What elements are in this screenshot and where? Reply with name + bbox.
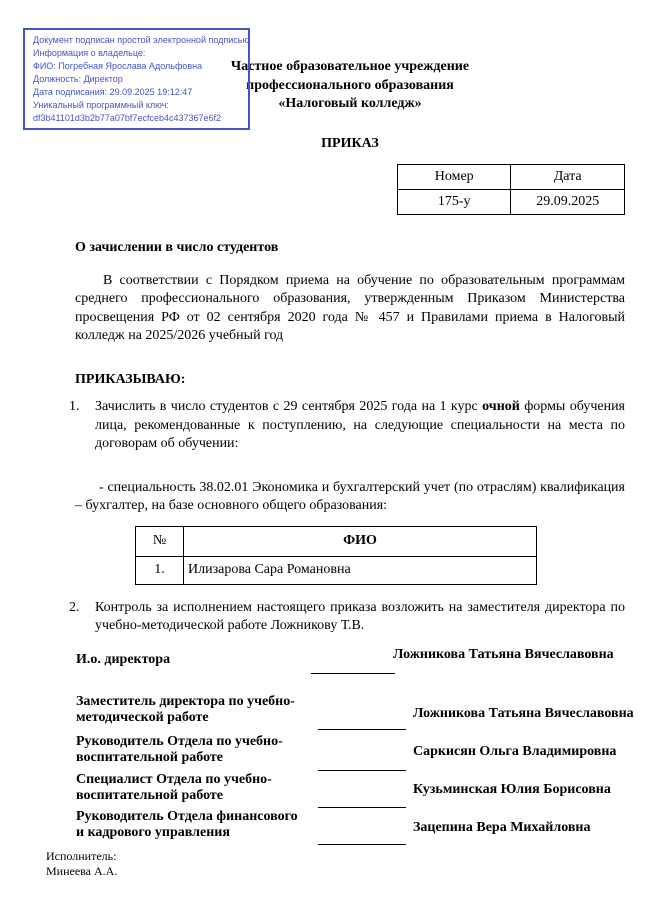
doc-type-title: ПРИКАЗ bbox=[321, 135, 379, 151]
item-1-number: 1. bbox=[69, 399, 80, 414]
signature-title-line2: и кадрового управления bbox=[76, 824, 230, 840]
signature-name: Ложникова Татьяна Вячеславовна bbox=[413, 705, 634, 721]
signature-title-line1: Специалист Отдела по учебно- bbox=[76, 771, 272, 787]
signature-title bbox=[76, 652, 338, 668]
item-1-text-after: формы обучения лица, рекомендованные к поступлению, на следующие специальности на места по договорам об обучении: bbox=[95, 399, 626, 451]
signature-title-line2: методической работе bbox=[76, 709, 209, 725]
signature-name: Саркисян Ольга Владимировна bbox=[413, 743, 617, 759]
stamp-position: Должность: Директор bbox=[33, 74, 123, 84]
signature-line bbox=[318, 770, 406, 771]
order-number-date-table bbox=[397, 164, 625, 215]
signature-title-line2: воспитательной работе bbox=[76, 787, 223, 803]
signature-title bbox=[76, 734, 338, 766]
resolution-heading: ПРИКАЗЫВАЮ: bbox=[75, 371, 186, 387]
executor-label: Исполнитель: bbox=[46, 848, 117, 863]
order-subject: О зачислении в число студентов bbox=[75, 240, 279, 255]
signature-title-line1: Руководитель Отдела финансового bbox=[76, 808, 298, 824]
order-number-label: Номер bbox=[398, 165, 511, 190]
signature-line bbox=[311, 673, 395, 674]
signature-line bbox=[318, 729, 406, 730]
students-header-number: № bbox=[136, 526, 184, 556]
signature-title-line1: И.о. директора bbox=[76, 651, 171, 667]
e-signature-stamp bbox=[23, 28, 250, 130]
stamp-key-value: df3b41101d3b2b77a07bf7ecfceb4c437367e6f2 bbox=[33, 113, 222, 123]
signature-line bbox=[318, 844, 406, 845]
order-number-value: 175-у bbox=[398, 190, 511, 215]
org-name-line3: «Налоговый колледж» bbox=[278, 96, 422, 111]
signature-name: Зацепина Вера Михайловна bbox=[413, 819, 591, 835]
executor-name: Минеева А.А. bbox=[46, 864, 118, 878]
executor-block bbox=[46, 849, 117, 880]
order-item-2 bbox=[69, 599, 625, 636]
item-1-text-bold: очной bbox=[482, 399, 520, 414]
signature-name: Кузьминская Юлия Борисовна bbox=[413, 781, 611, 797]
stamp-owner-info-label: Информация о владельце: bbox=[33, 48, 146, 58]
order-item-1 bbox=[69, 398, 625, 454]
signature-block bbox=[46, 646, 634, 891]
stamp-sign-date: Дата подписания: 29.09.2025 19:12:47 bbox=[33, 87, 193, 97]
students-table bbox=[135, 526, 537, 585]
students-header-fio: ФИО bbox=[184, 526, 537, 556]
signature-title bbox=[76, 809, 338, 841]
student-name: Илизарова Сара Романовна bbox=[184, 556, 537, 584]
order-date-value: 29.09.2025 bbox=[511, 190, 625, 215]
org-name-line2: профессионального образования bbox=[246, 77, 454, 93]
item-1-text-before: Зачислить в число студентов с 29 сентября 2025 года на 1 курс bbox=[95, 399, 483, 414]
signature-title-line1: Руководитель Отдела по учебно- bbox=[76, 733, 283, 749]
stamp-signed-line: Документ подписан простой электронной подписью bbox=[33, 35, 250, 45]
signature-title-line1: Заместитель директора по учебно- bbox=[76, 693, 295, 709]
order-table-header-row bbox=[398, 165, 625, 190]
signature-title bbox=[76, 694, 338, 726]
item-1-text bbox=[95, 398, 625, 454]
order-table-value-row bbox=[398, 190, 625, 215]
preamble-paragraph: В соответствии с Порядком приема на обучение по образовательным программам среднего профессионального образования, утвержденным Приказом Министерства просвещения РФ от 02 сентября 2020 года № 457 и Правилами приема в Налоговый колледж на 2025/2026 учебный год bbox=[75, 272, 625, 343]
student-row bbox=[136, 556, 537, 584]
item-2-number: 2. bbox=[69, 599, 80, 615]
student-number: 1. bbox=[136, 556, 184, 584]
stamp-fio: ФИО: Погребная Ярослава Адольфовна bbox=[33, 61, 203, 71]
order-date-label: Дата bbox=[511, 165, 625, 190]
org-name-line1: Частное образовательное учреждение bbox=[230, 59, 470, 74]
signature-name: Ложникова Татьяна Вячеславовна bbox=[393, 646, 614, 662]
students-table-header-row bbox=[136, 526, 537, 556]
specialty-paragraph: - специальность 38.02.01 Экономика и бухгалтерский учет (по отраслям) квалификация – бухгалтер, на базе основного общего образования: bbox=[75, 479, 625, 513]
signature-title-line2: воспитательной работе bbox=[76, 749, 223, 765]
stamp-key-label: Уникальный программный ключ: bbox=[33, 100, 169, 110]
item-2-text: Контроль за исполнением настоящего приказа возложить на заместителя директора по учебно-методической работе Ложникову Т.В. bbox=[95, 599, 625, 633]
signature-line bbox=[318, 807, 406, 808]
signature-title bbox=[76, 772, 338, 804]
document-content bbox=[46, 0, 634, 891]
